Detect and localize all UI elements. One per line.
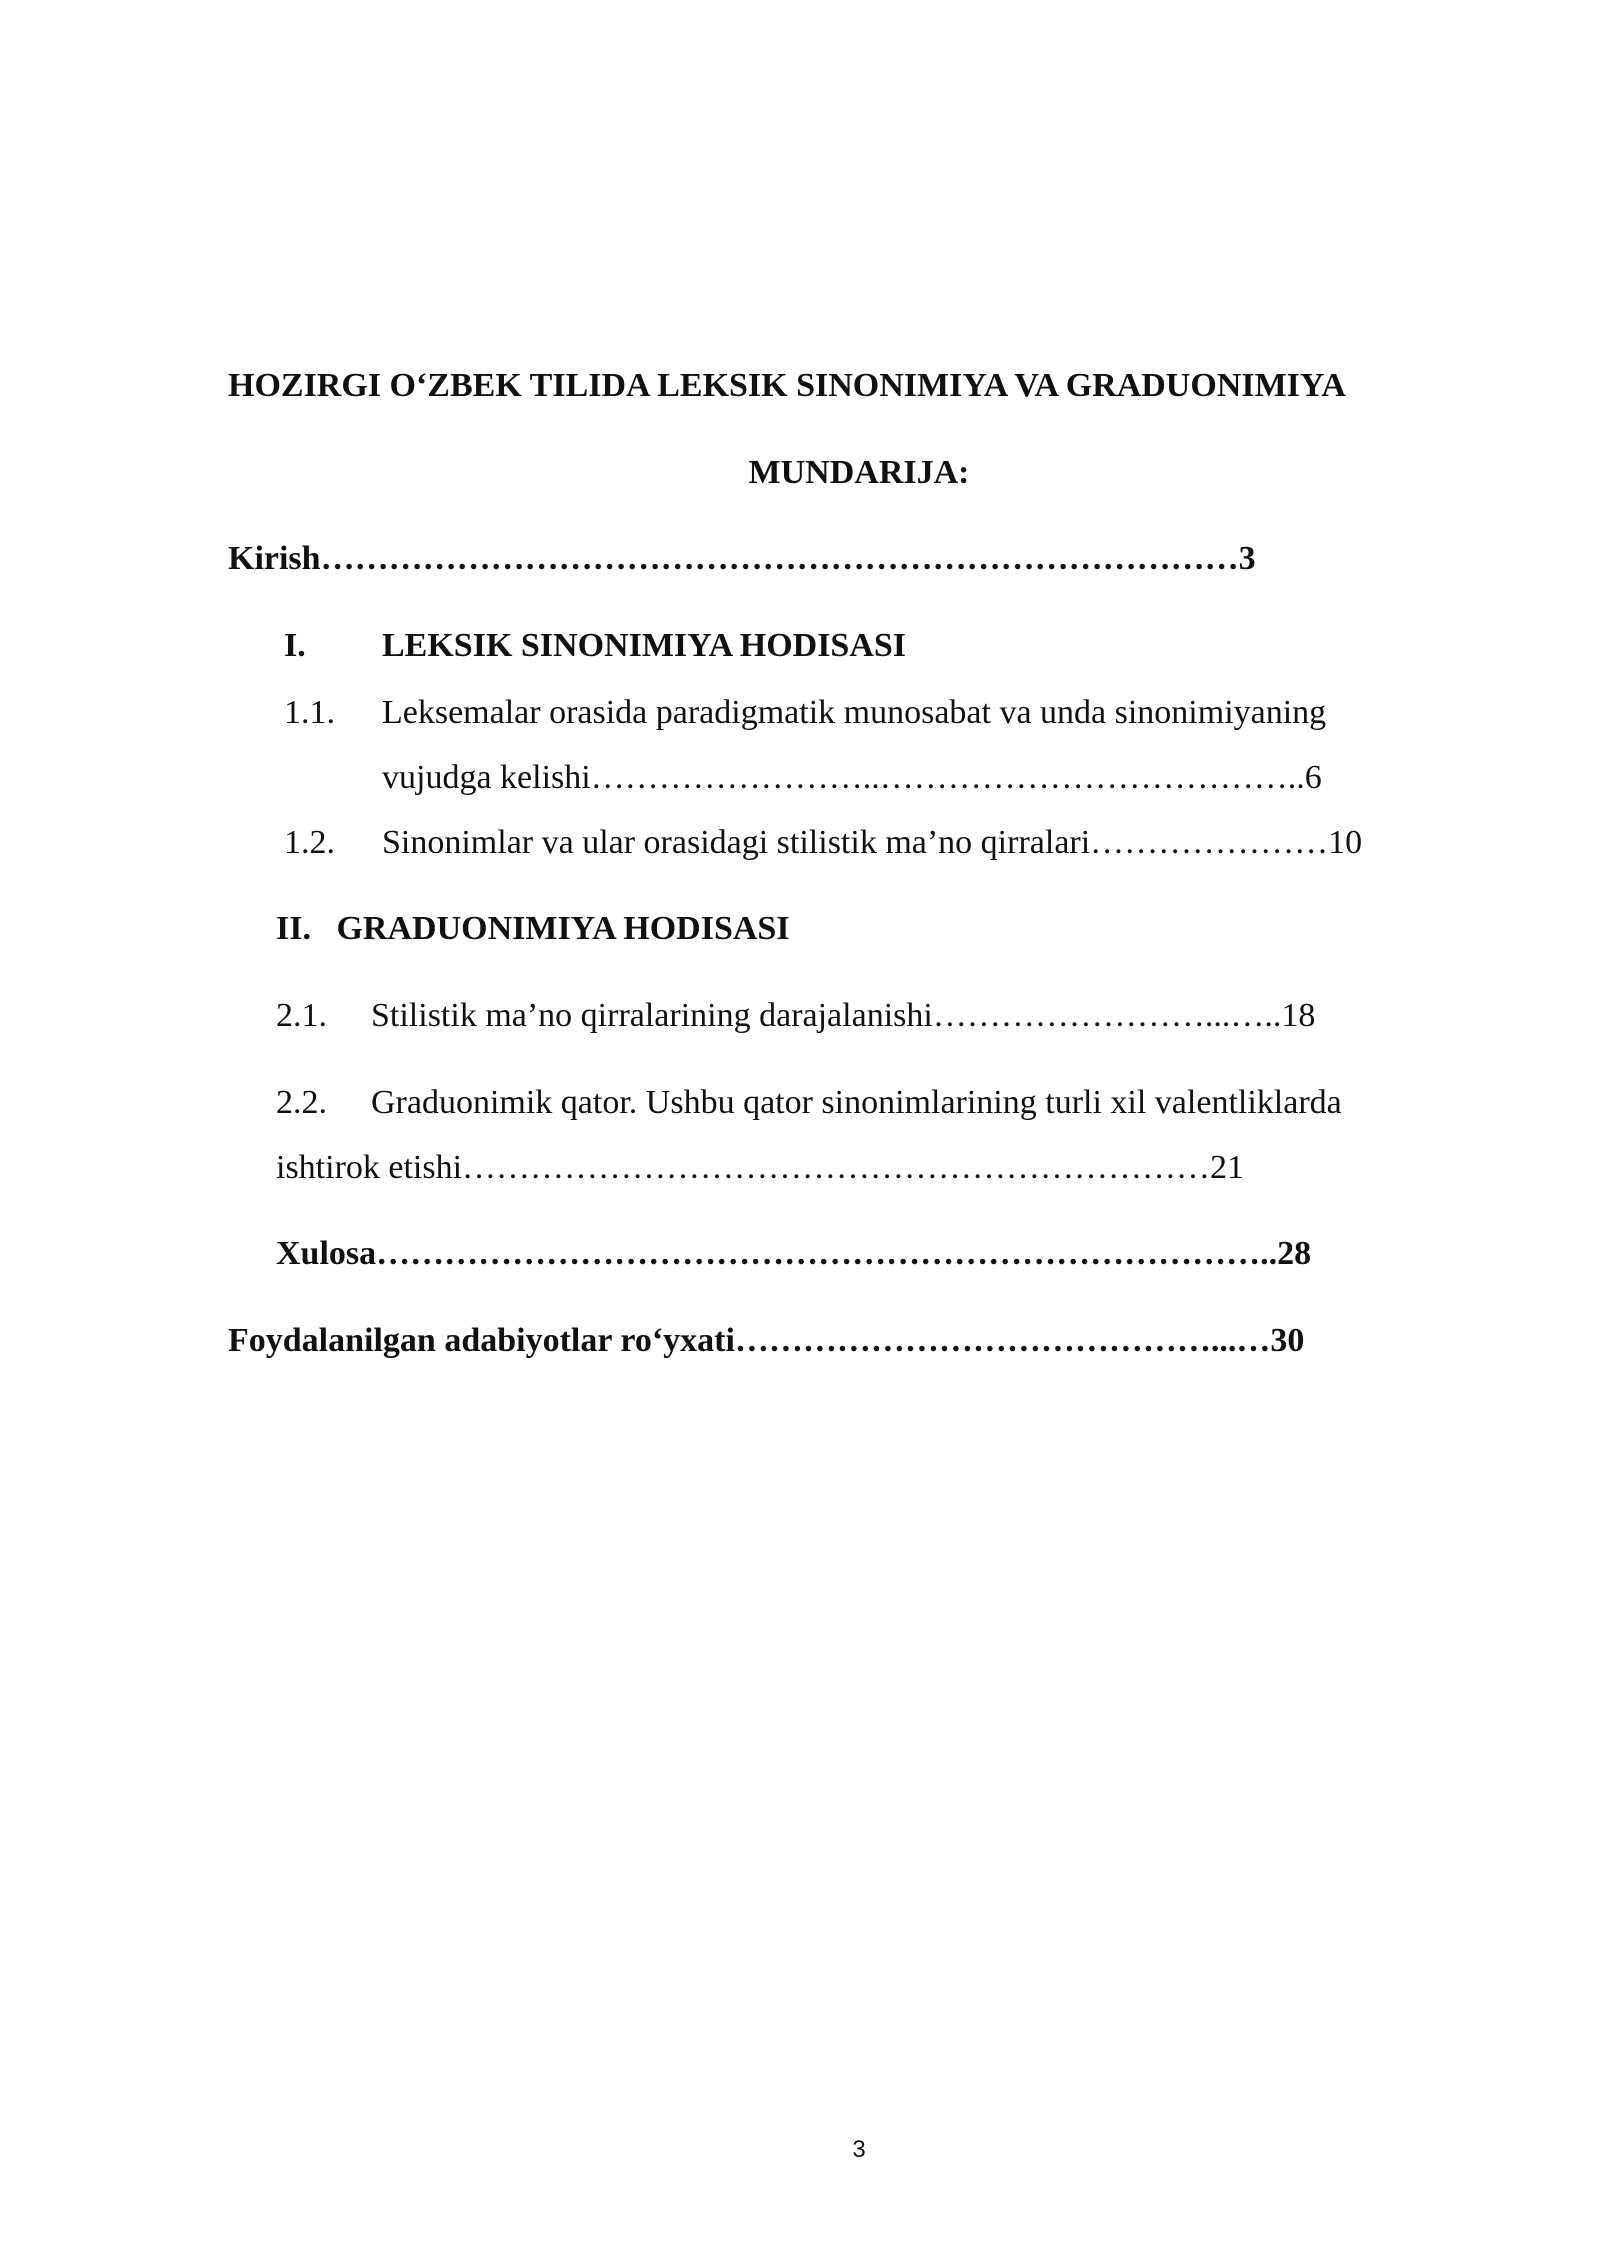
toc-item-1-2-number: 1.2. [284,824,335,861]
document-title: HOZIRGI O‘ZBEK TILIDA LEKSIK SINONIMIYA VA GRADUONIMIYA [228,367,1346,404]
toc-entry-kirish: Kirish………………………………………………………………………3 [228,540,1256,577]
toc-entry-adabiyotlar: Foydalanilgan adabiyotlar ro‘yxati……………………………………...…30 [228,1322,1305,1359]
toc-item-2-2-number: 2.2. [276,1084,327,1121]
toc-chapter2-title: II. GRADUONIMIYA HODISASI [276,910,790,947]
toc-entry-xulosa: Xulosa……………………………………………………………………..28 [276,1235,1312,1272]
page-number: 3 [852,2136,866,2163]
toc-item-2-1-text: Stilistik ma’no qirralarining darajalanishi……………………...…..18 [371,997,1316,1034]
toc-item-1-1-number: 1.1. [284,694,335,731]
toc-chapter1-title: LEKSIK SINONIMIYA HODISASI [382,627,907,664]
toc-item-1-1-line2: vujudga kelishi……………………..………………………………..6 [382,759,1322,796]
toc-heading: MUNDARIJA: [748,454,970,491]
toc-item-2-2-line2: ishtirok etishi…………………………………………………………21 [276,1149,1245,1186]
toc-item-1-1-line1: Leksemalar orasida paradigmatik munosabat va unda sinonimiyaning [382,694,1327,731]
toc-item-2-2-line1: Graduonimik qator. Ushbu qator sinonimlarining turli xil valentliklarda [371,1084,1342,1121]
toc-item-2-1-number: 2.1. [276,997,327,1034]
toc-item-1-2-text: Sinonimlar va ular orasidagi stilistik ma’no qirralari…………………10 [382,824,1363,861]
toc-chapter1-number: I. [284,627,306,664]
